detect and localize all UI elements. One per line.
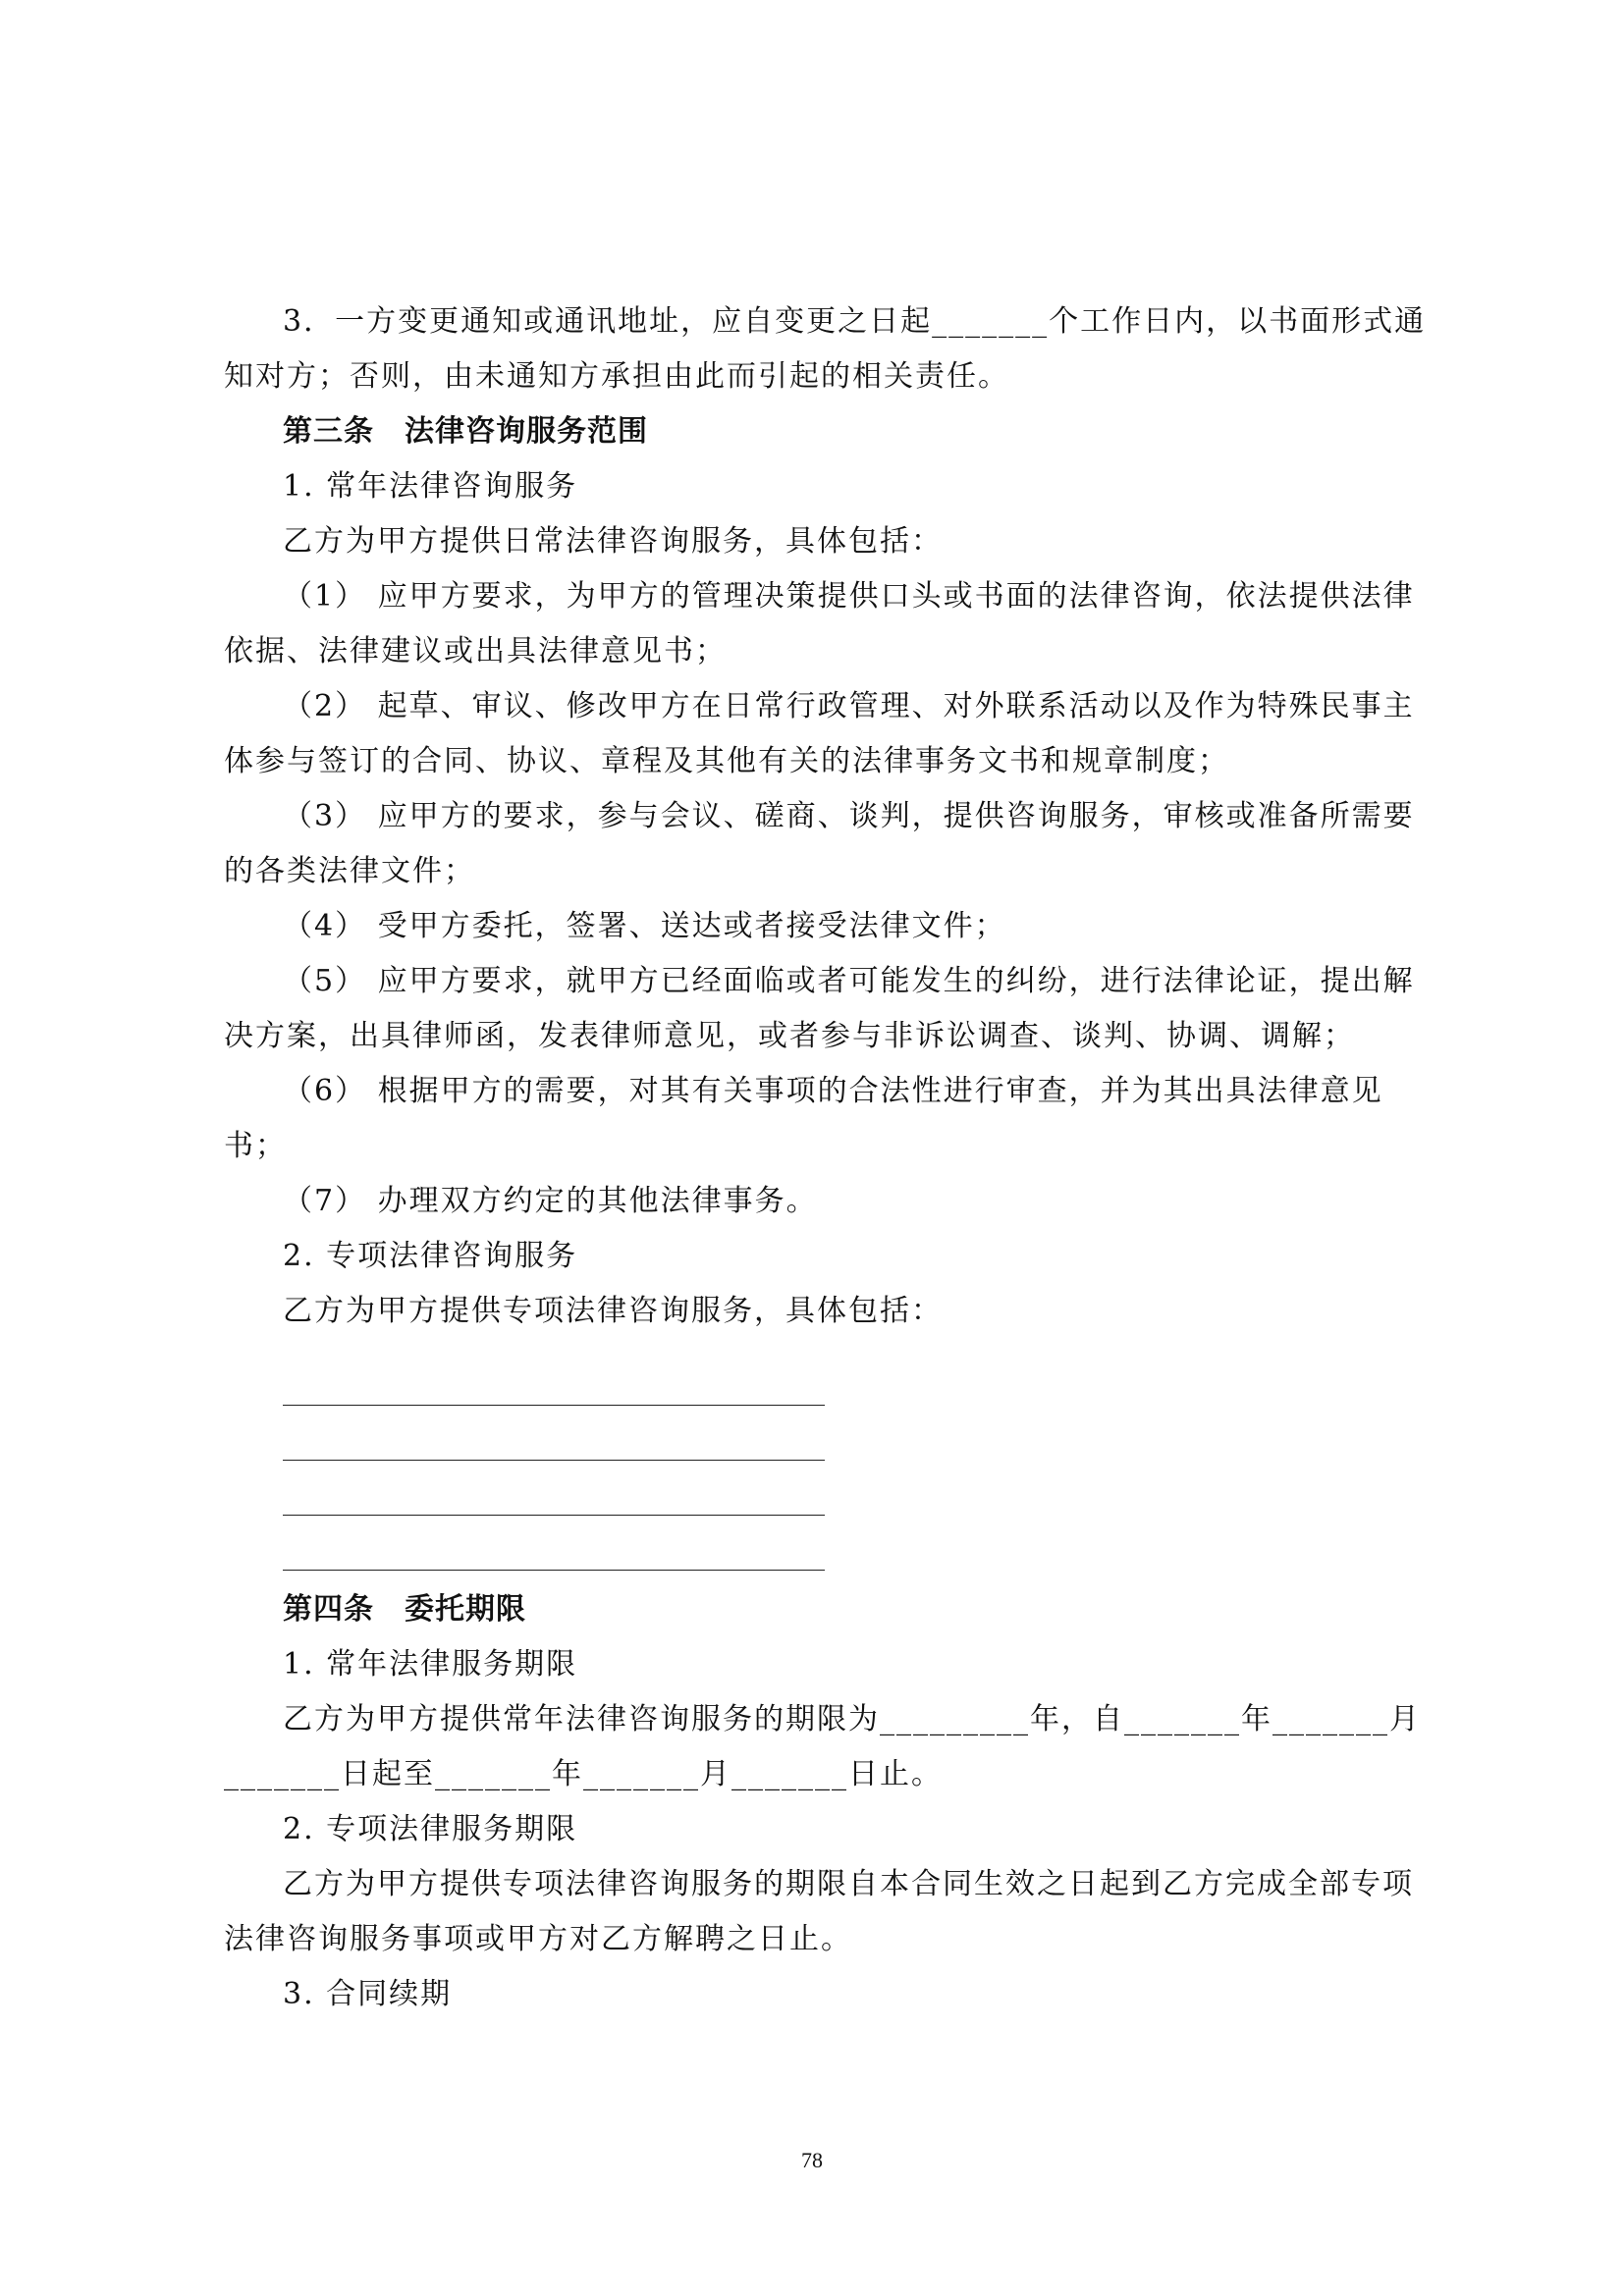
paragraph-regular-service-intro: 乙方为甲方提供日常法律咨询服务，具体包括： [283,524,943,559]
paragraph-special-term: 乙方为甲方提供专项法律咨询服务的期限自本合同生效之日起到乙方完成全部专项法律咨询服务事项或甲方对乙方解聘之日止。 [224,1867,1414,1956]
blank-line [283,1351,825,1406]
page-number: 78 [801,2148,823,2172]
paragraph-address-change: 3．一方变更通知或通讯地址，应自变更之日起_______个工作日内，以书面形式通知对方；否则，由未通知方承担由此而引起的相关责任。 [224,304,1427,394]
list-item-3: （3） 应甲方的要求，参与会议、磋商、谈判，提供咨询服务，审核或准备所需要的各类法律文件； [224,799,1415,888]
blank-line [283,1406,825,1461]
list-item-2: （2） 起草、审议、修改甲方在日常行政管理、对外联系活动以及作为特殊民事主体参与签订的合同、协议、章程及其他有关的法律事务文书和规章制度； [224,689,1415,778]
subheading-special-term: 2. 专项法律服务期限 [283,1812,578,1846]
blank-line [283,1461,825,1516]
heading-article-3: 第三条 法律咨询服务范围 [283,414,648,449]
document-body [224,294,1432,2022]
subheading-regular-term: 1. 常年法律服务期限 [283,1647,578,1682]
heading-article-4: 第四条 委托期限 [283,1592,526,1627]
list-item-5: （5） 应甲方要求，就甲方已经面临或者可能发生的纠纷，进行法律论证，提出解决方案，出具律师函，发表律师意见，或者参与非诉讼调查、谈判、协调、调解； [224,964,1415,1053]
subheading-renewal: 3. 合同续期 [283,1977,453,2011]
paragraph-regular-term: 乙方为甲方提供常年法律咨询服务的期限为_________年，自_______年_______月_______日起至_______年_______月_______日止。 [224,1702,1421,1791]
paragraph-special-service-intro: 乙方为甲方提供专项法律咨询服务，具体包括： [283,1294,943,1328]
list-item-4: （4） 受甲方委托，签署、送达或者接受法律文件； [283,909,1006,943]
subheading-special-service: 2. 专项法律咨询服务 [283,1239,578,1273]
subheading-regular-service: 1. 常年法律咨询服务 [283,469,578,504]
list-item-7: （7） 办理双方约定的其他法律事务。 [283,1184,818,1218]
blank-line [283,1516,825,1571]
list-item-1: （1） 应甲方要求，为甲方的管理决策提供口头或书面的法律咨询，依法提供法律依据、法律建议或出具法律意见书； [224,579,1415,668]
blank-lines [283,1351,825,1571]
list-item-6: （6） 根据甲方的需要，对其有关事项的合法性进行审查，并为其出具法律意见书； [224,1074,1383,1163]
